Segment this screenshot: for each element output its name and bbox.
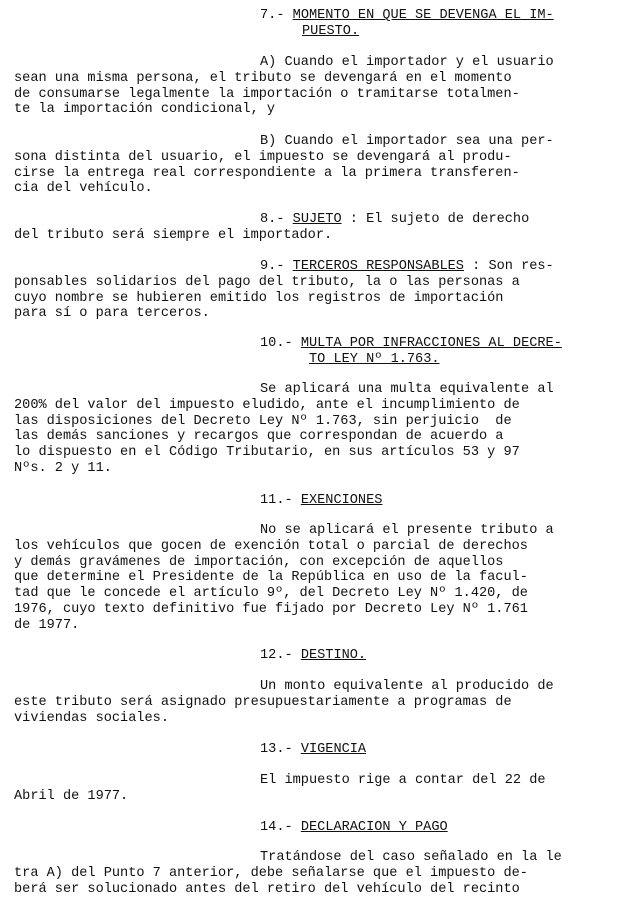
section-7 [14, 8, 614, 40]
paragraph-line: 1976, cuyo texto definitivo fue fijado por Decreto Ley Nº 1.761 [14, 601, 528, 617]
section-number: 14.- [260, 820, 293, 835]
section-12 [14, 648, 614, 664]
paragraph-line: Nºs. 2 y 11. [14, 460, 112, 476]
section-title: TERCEROS RESPONSABLES [292, 259, 464, 274]
heading-text: : El sujeto de derecho [341, 212, 530, 227]
section-11 [14, 493, 614, 509]
section-13 [14, 742, 614, 758]
paragraph-line: para sí o para terceros. [14, 306, 210, 322]
paragraph-line: sean una misma persona, el tributo se devengará en el momento [14, 70, 512, 86]
section-title: EXENCIONES [300, 493, 383, 508]
section-8-heading [14, 212, 614, 228]
paragraph-line: No se aplicará el presente tributo a [260, 523, 554, 538]
paragraph-line: cuyo nombre se hubieren emitido los registros de importación [14, 290, 504, 306]
section-10-heading [14, 336, 614, 352]
section-title: MULTA POR INFRACCIONES AL DECRE- [300, 336, 562, 351]
paragraph-line: sona distinta del usuario, el impuesto se devengará al produ- [14, 149, 512, 165]
section-number: 7.- [260, 8, 285, 23]
paragraph-line: del tributo será siempre el importador. [14, 227, 333, 243]
paragraph-line: tra A) del Punto 7 anterior, debe señalarse que el impuesto de- [14, 865, 528, 881]
section-10-paragraph [14, 382, 614, 477]
paragraph-line: A) Cuando el importador y el usuario [260, 55, 554, 70]
section-number: 8.- [260, 212, 285, 227]
paragraph-line: de 1977. [14, 617, 80, 633]
section-9 [14, 259, 614, 322]
heading-text: : Son res- [463, 259, 554, 274]
section-7-paragraph-b [14, 134, 614, 197]
paragraph-line: te la importación condicional, y [14, 102, 276, 118]
section-title-cont: PUESTO. [302, 23, 360, 39]
section-number: 10.- [260, 336, 293, 351]
paragraph-line: cirse la entrega real correspondiente a la primera transferen- [14, 165, 520, 181]
section-number: 9.- [260, 259, 285, 274]
section-number: 11.- [260, 493, 293, 508]
paragraph-line: tad que le concede el artículo 9º, del Decreto Ley Nº 1.420, de [14, 586, 528, 602]
paragraph-line: Se aplicará una multa equivalente al [260, 382, 554, 397]
paragraph-line: Abril de 1977. [14, 788, 129, 804]
section-11-heading [14, 493, 614, 509]
paragraph-line: ponsables solidarios del pago del tributo, la o las personas a [14, 274, 520, 290]
section-13-paragraph [14, 773, 614, 805]
section-title: SUJETO [292, 212, 342, 227]
section-title-cont: TO LEY Nº 1.763. [309, 351, 440, 367]
section-14 [14, 820, 614, 836]
paragraph-line: las demás sanciones y recargos que correspondan de acuerdo a [14, 429, 504, 445]
section-12-paragraph [14, 679, 614, 726]
section-9-heading [14, 259, 614, 275]
paragraph-line: lo dispuesto en el Código Tributario, en sus artículos 53 y 97 [14, 445, 520, 461]
paragraph-line: de consumarse legalmente la importación o tramitarse totalmen- [14, 86, 520, 102]
section-12-heading [14, 648, 614, 664]
paragraph-line: berá ser solucionado antes del retiro del vehículo del recinto [14, 881, 520, 897]
paragraph-line: cia del vehículo. [14, 181, 153, 197]
paragraph-line: B) Cuando el importador sea una per- [260, 134, 554, 149]
paragraph-line: que determine el Presidente de la República en uso de la facul- [14, 570, 528, 586]
paragraph-line: los vehículos que gocen de exención total o parcial de derechos [14, 538, 528, 554]
section-11-paragraph [14, 523, 614, 634]
section-13-heading [14, 742, 614, 758]
paragraph-line: y demás gravámenes de importación, con excepción de aquellos [14, 554, 504, 570]
section-7-heading [14, 8, 614, 24]
section-14-paragraph [14, 850, 614, 897]
section-8 [14, 212, 614, 244]
paragraph-line: las disposiciones del Decreto Ley Nº 1.763, sin perjuicio de [14, 413, 512, 429]
section-number: 13.- [260, 742, 293, 757]
paragraph-line: El impuesto rige a contar del 22 de [260, 773, 546, 788]
section-title: DESTINO. [300, 648, 367, 663]
section-number: 12.- [260, 648, 293, 663]
section-title: DECLARACION Y PAGO [300, 820, 448, 835]
paragraph-line: Un monto equivalente al producido de [260, 679, 554, 694]
paragraph-line: 200% del valor del impuesto eludido, ante el incumplimiento de [14, 397, 520, 413]
paragraph-line: viviendas sociales. [14, 710, 169, 726]
paragraph-line: este tributo será asignado presupuestariamente a programas de [14, 694, 512, 710]
section-14-heading [14, 820, 614, 836]
paragraph-line: Tratándose del caso señalado en la le [260, 850, 562, 865]
section-7-paragraph-a [14, 55, 614, 118]
section-title: VIGENCIA [300, 742, 367, 757]
section-10 [14, 336, 614, 368]
section-title: MOMENTO EN QUE SE DEVENGA EL IM- [292, 8, 554, 23]
